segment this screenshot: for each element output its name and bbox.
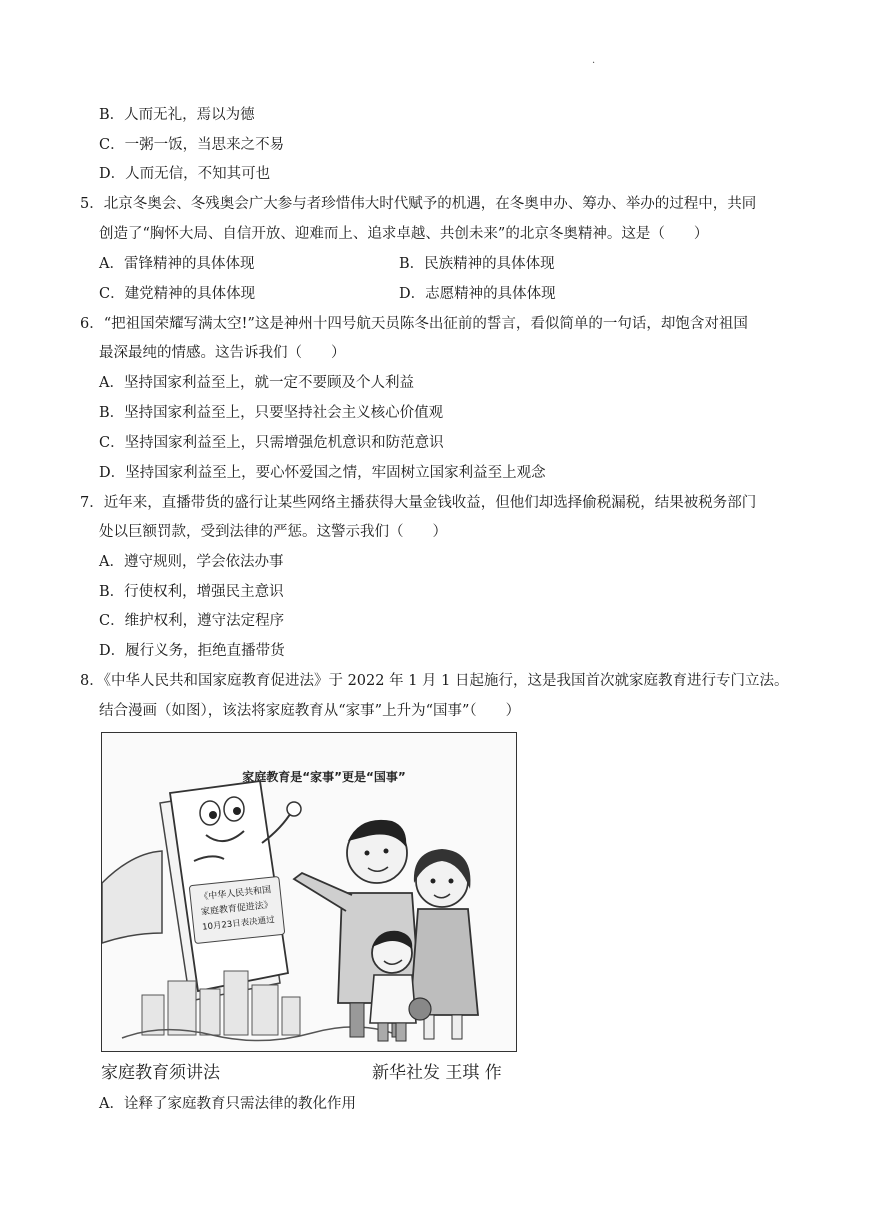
giant-hand-shape [102, 851, 162, 943]
q8-option-a: A．诠释了家庭教育只需法律的教化作用 [99, 1096, 356, 1112]
basketball [409, 998, 431, 1020]
building-6 [282, 997, 300, 1035]
q5-option-b: B．民族精神的具体体现 [399, 256, 555, 272]
document-right-pupil [233, 807, 241, 815]
q6-stem-line1: 6．“把祖国荣耀写满太空!”这是神州十四号航天员陈冬出征前的誓言，看似简单的一句话，却饱含对祖国 [80, 316, 748, 332]
cartoon-headline: 家庭教育是“家事”更是“国事” [242, 770, 406, 784]
father-left-eye [365, 851, 370, 856]
q6-option-b: B．坚持国家利益至上，只要坚持社会主义核心价值观 [99, 405, 444, 421]
q7-option-d: D．履行义务，拒绝直播带货 [99, 643, 285, 659]
child-shirt [370, 975, 416, 1023]
q6-option-d: D．坚持国家利益至上，要心怀爱国之情，牢固树立国家利益至上观念 [99, 465, 546, 481]
cartoon-illustration [101, 732, 517, 1052]
q4-option-b: B．人而无礼，焉以为德 [99, 107, 255, 123]
q6-option-a: A．坚持国家利益至上，就一定不要顾及个人利益 [99, 375, 414, 391]
q6-option-c: C．坚持国家利益至上，只需增强危机意识和防范意识 [99, 435, 444, 451]
q5-stem-line2: 创造了“胸怀大局、自信开放、迎难而上、追求卓越、共创未来”的北京冬奥精神。这是（ ） [99, 226, 709, 242]
q5-option-a: A．雷锋精神的具体体现 [99, 256, 255, 272]
cartoon-caption-title: 家庭教育须讲法 [101, 1063, 220, 1083]
q5-stem-line1: 5．北京冬奥会、冬残奥会广大参与者珍惜伟大时代赋予的机遇，在冬奥申办、筹办、举办的过程中，共同 [80, 196, 757, 212]
q8-stem-line1: 8．《中华人民共和国家庭教育促进法》于 2022 年 1 月 1 日起施行，这是我国首次就家庭教育进行专门立法。 [80, 673, 789, 689]
q4-option-d: D．人而无信，不知其可也 [99, 166, 271, 182]
document-left-pupil [209, 811, 217, 819]
cartoon-drawing [102, 733, 517, 1052]
q4-option-c: C．一粥一饭，当思来之不易 [99, 137, 285, 153]
building-3 [200, 989, 220, 1035]
q5-option-d: D．志愿精神的具体体现 [399, 286, 556, 302]
cartoon-caption-credit: 新华社发 王琪 作 [372, 1063, 502, 1083]
mother-right-eye [449, 879, 454, 884]
document-title-line3: 10月23日表决通过 [201, 915, 276, 933]
q7-stem-line2: 处以巨额罚款，受到法律的严惩。这警示我们（ ） [99, 524, 447, 540]
q5-option-c: C．建党精神的具体体现 [99, 286, 256, 302]
child-left-leg [378, 1023, 388, 1041]
child-right-leg [396, 1023, 406, 1041]
father-pointing-arm [294, 873, 352, 911]
building-4 [224, 971, 248, 1035]
building-5 [252, 985, 278, 1035]
q7-option-b: B．行使权利，增强民主意识 [99, 584, 284, 600]
q6-stem-line2: 最深最纯的情感。这告诉我们（ ） [99, 345, 346, 361]
building-1 [142, 995, 164, 1035]
father-left-leg [350, 1003, 364, 1037]
document-title-line1: 《中华人民共和国 [198, 885, 272, 903]
document-title-line2: 家庭教育促进法》 [200, 900, 274, 918]
document-hand [287, 802, 301, 816]
header-mark: · [592, 58, 596, 69]
q7-stem-line1: 7．近年来，直播带货的盛行让某些网络主播获得大量金钱收益，但他们却选择偷税漏税，结果被税务部门 [80, 495, 757, 511]
mother-left-eye [431, 879, 436, 884]
mother-right-leg [452, 1015, 462, 1039]
building-2 [168, 981, 196, 1035]
father-right-eye [384, 849, 389, 854]
q7-option-c: C．维护权利，遵守法定程序 [99, 613, 285, 629]
q8-stem-line2: 结合漫画（如图），该法将家庭教育从“家事”上升为“国事”（ ） [99, 703, 521, 719]
q7-option-a: A．遵守规则，学会依法办事 [99, 554, 284, 570]
